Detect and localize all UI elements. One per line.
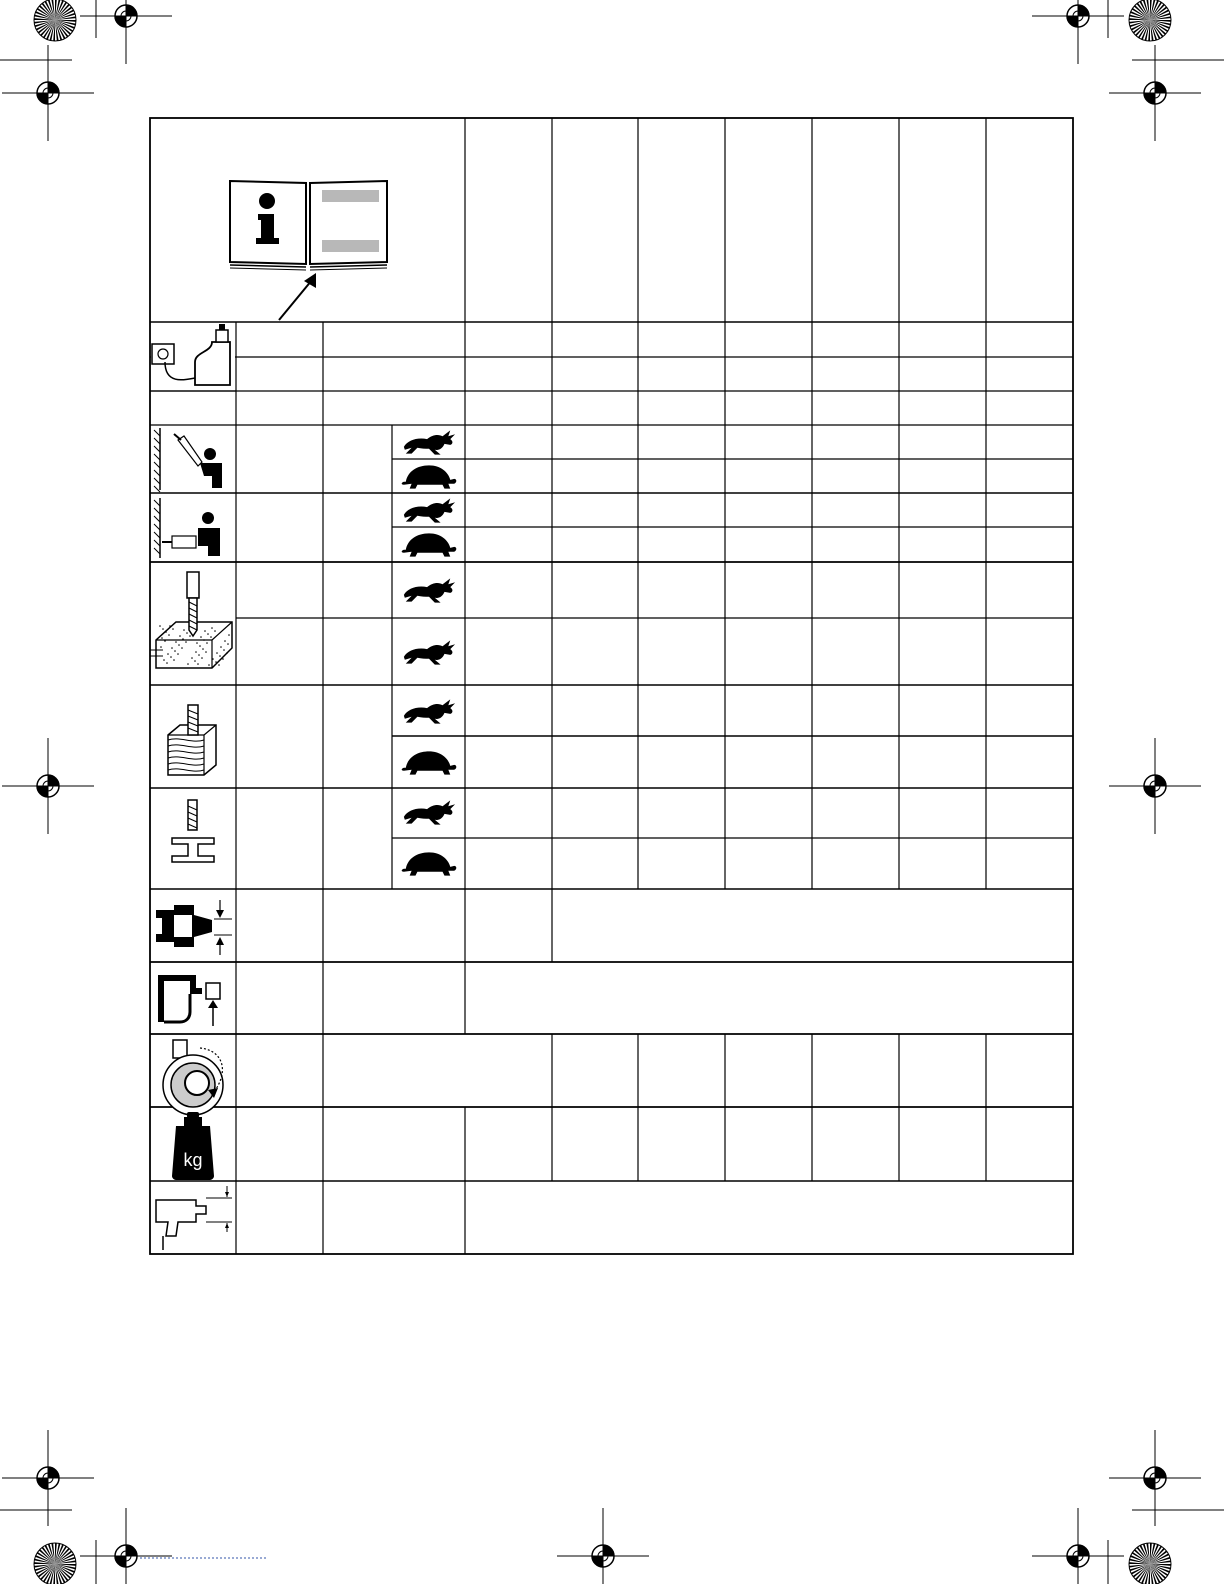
corner-starburst — [1129, 1543, 1171, 1584]
registration-mark — [80, 0, 172, 64]
registration-mark — [1109, 45, 1201, 141]
hare-icon — [404, 699, 455, 723]
registration-mark — [2, 45, 94, 141]
hare-icon — [404, 640, 455, 664]
corner-starburst — [34, 0, 76, 41]
corner-starburst — [1129, 0, 1171, 41]
registration-mark — [1032, 0, 1124, 64]
hare-icon — [404, 800, 455, 824]
hare-icon — [404, 498, 455, 522]
registration-mark — [1109, 1430, 1201, 1526]
table-frame — [150, 118, 1073, 1254]
corner-starburst — [34, 1543, 76, 1584]
steel-drilling-icon — [172, 800, 214, 862]
tortoise-icon — [402, 465, 457, 488]
tortoise-icon — [402, 852, 457, 875]
tortoise-icon — [402, 533, 457, 556]
mains-powered-drill-icon — [152, 324, 230, 385]
concrete-drilling-icon — [150, 572, 232, 668]
weight-icon — [172, 1112, 214, 1180]
tortoise-icon — [402, 751, 457, 774]
registration-mark — [80, 1508, 172, 1584]
registration-mark — [1032, 1508, 1124, 1584]
registration-mark — [2, 738, 94, 834]
drill-dimensions-icon — [156, 1186, 232, 1250]
spindle-collar-icon — [158, 975, 220, 1026]
chuck-capacity-icon — [156, 900, 232, 955]
hare-icon — [404, 430, 455, 454]
overhead-drilling-icon — [154, 428, 222, 492]
registration-mark — [1109, 738, 1201, 834]
hare-icon — [404, 578, 455, 602]
chuck-rotation-icon — [163, 1040, 223, 1115]
manual-info-book-icon — [230, 181, 387, 320]
wall-drilling-icon — [154, 498, 220, 558]
registration-mark — [557, 1508, 649, 1584]
weight-label: kg — [183, 1150, 203, 1170]
registration-mark — [2, 1430, 94, 1526]
wood-drilling-icon — [168, 705, 216, 775]
